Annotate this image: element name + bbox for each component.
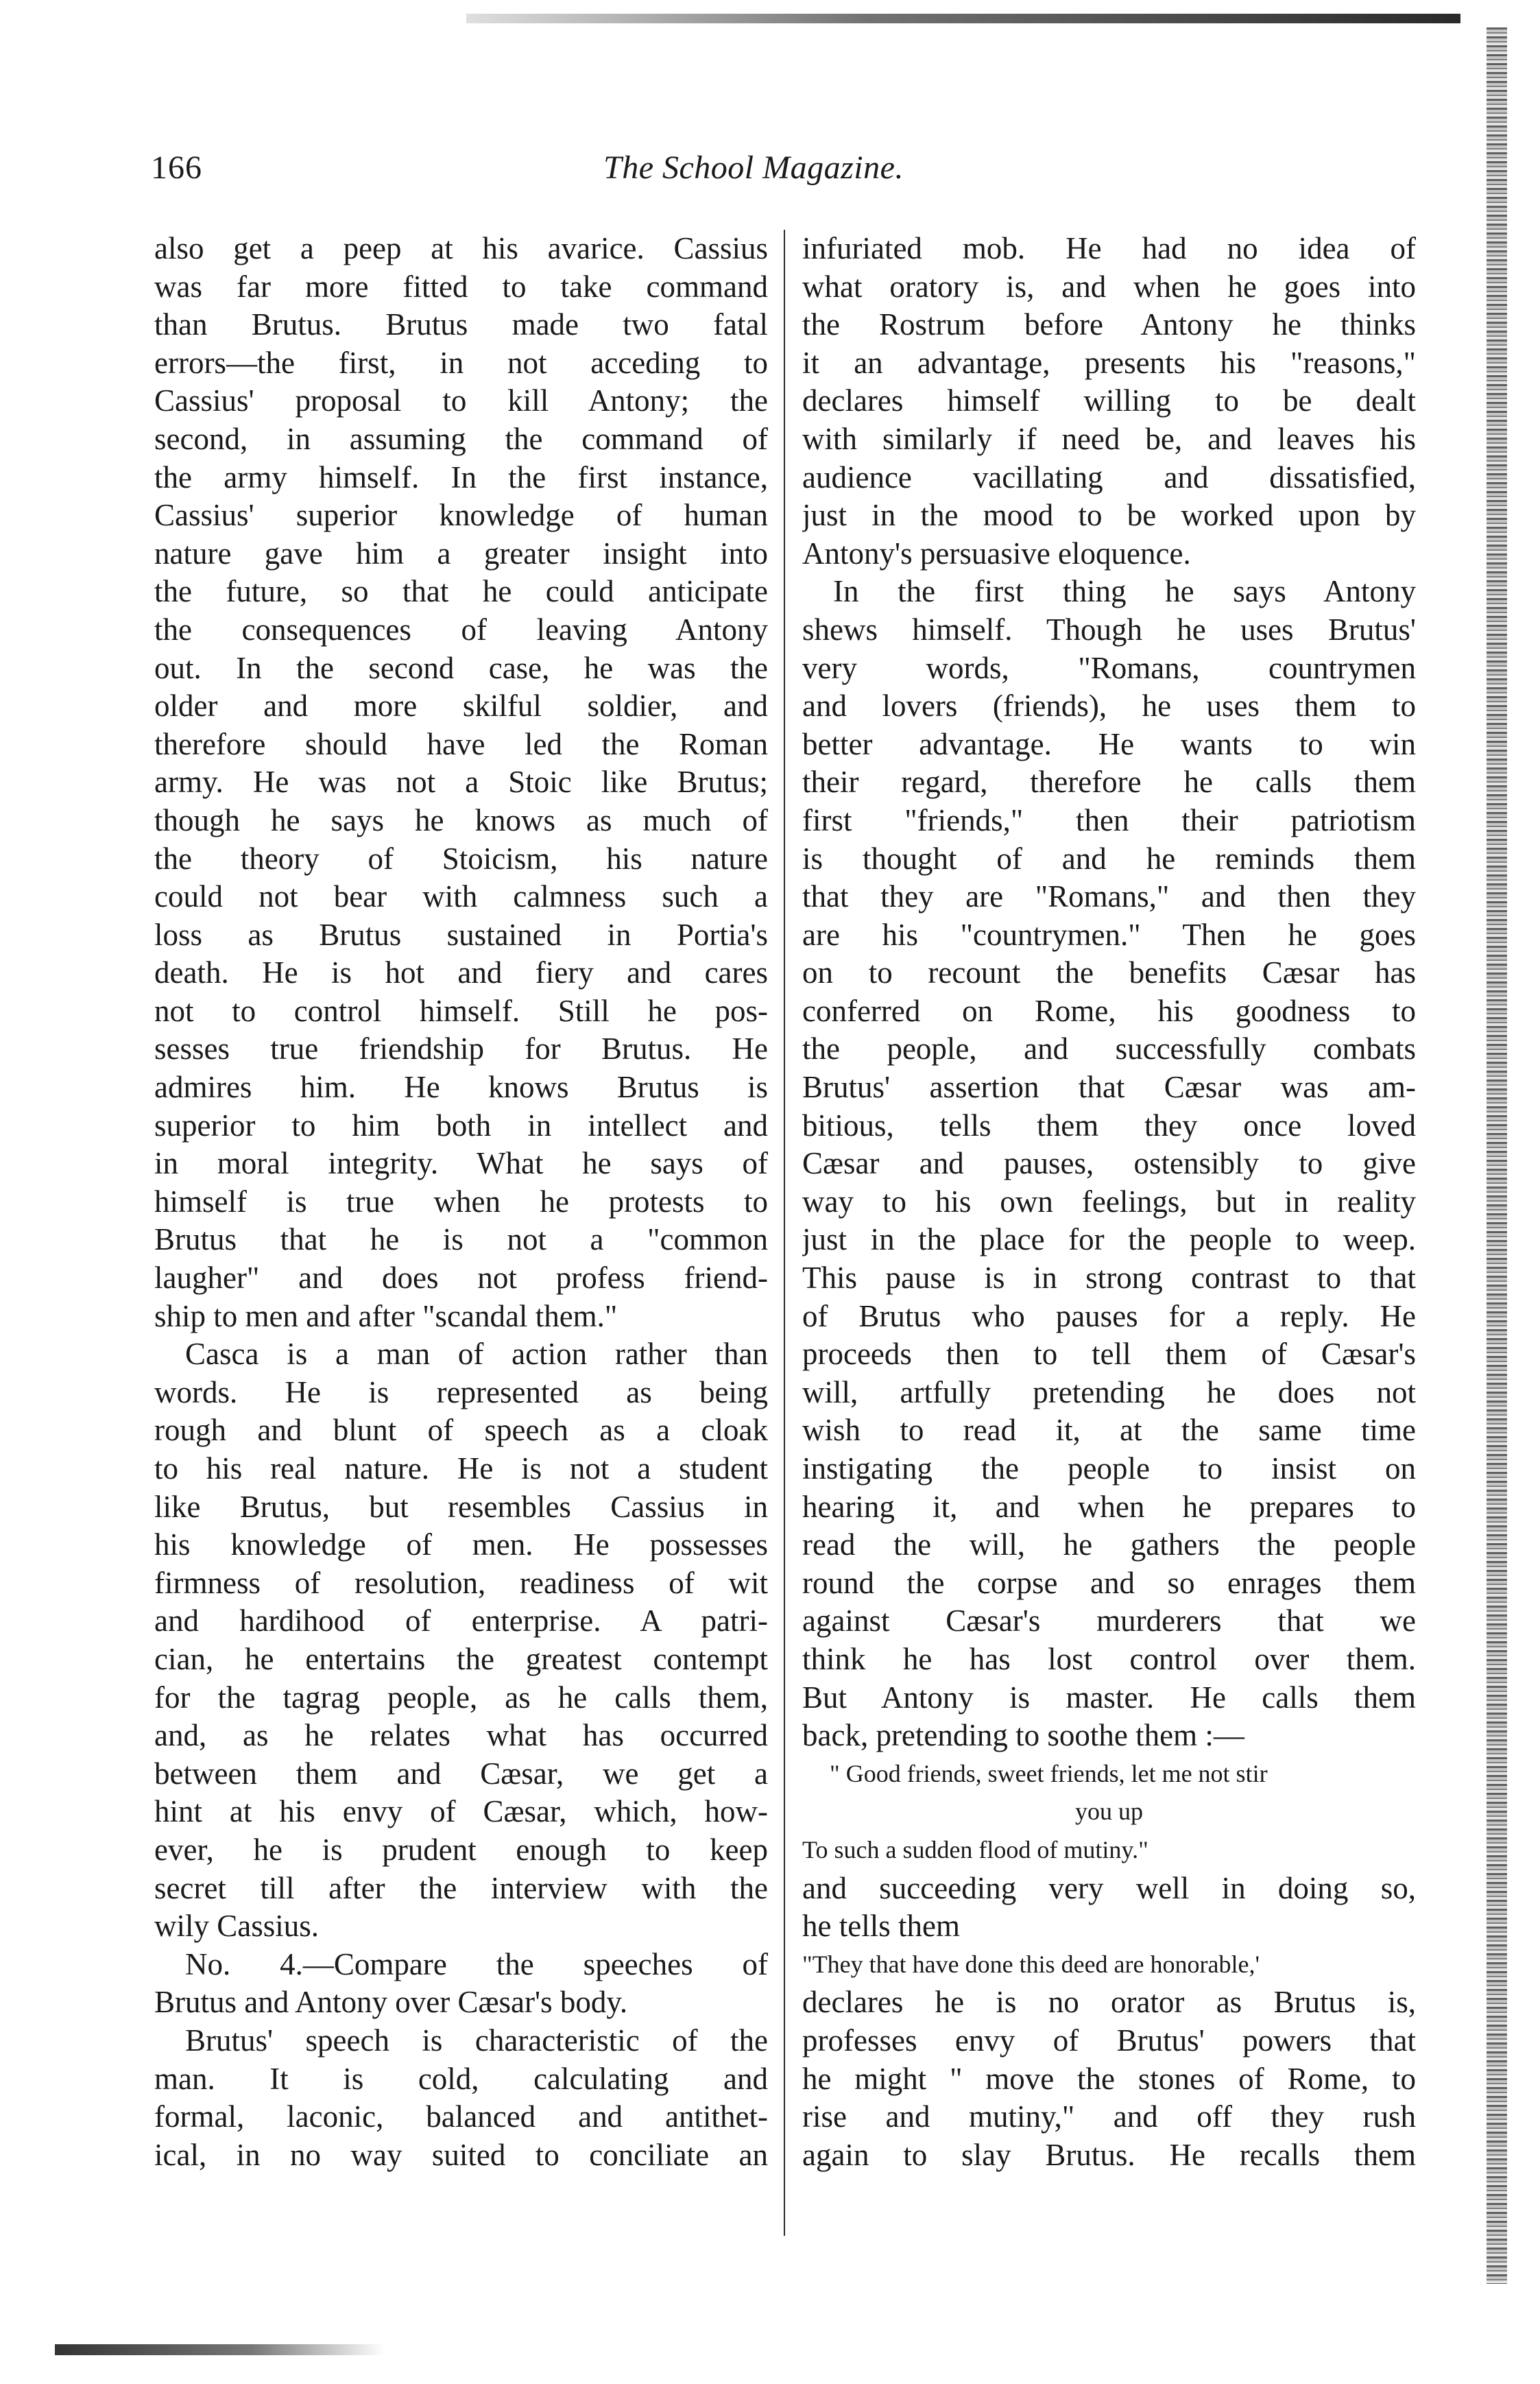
text-line: bitious, tells them they once loved [802, 1108, 1416, 1143]
text-line: nature gave him a greater insight into [154, 536, 768, 571]
text-line: way to his own feelings, but in reality [802, 1184, 1416, 1219]
text-line: not to control himself. Still he pos- [154, 993, 768, 1028]
text-line: therefore should have led the Roman [154, 726, 768, 761]
text-line: Brutus' speech is characteristic of the [185, 2023, 768, 2058]
text-line: This pause is in strong contrast to that [802, 1261, 1416, 1296]
quote-line: "They that have done this deed are honorable,' [802, 1950, 1260, 1978]
text-line: man. It is cold, calculating and [154, 2061, 768, 2096]
text-line: with similarly if need be, and leaves his [802, 421, 1416, 456]
text-line: shews himself. Though he uses Brutus' [802, 612, 1416, 647]
text-line: will, artfully pretending he does not [802, 1374, 1416, 1409]
text-line: could not bear with calmness such a [154, 879, 768, 914]
text-line: himself is true when he protests to [154, 1184, 768, 1219]
text-line: just in the place for the people to weep. [802, 1222, 1416, 1257]
text-line: infuriated mob. He had no idea of [802, 231, 1416, 265]
text-line: hint at his envy of Cæsar, which, how- [154, 1794, 768, 1829]
text-line: the Rostrum before Antony he thinks [802, 307, 1416, 342]
text-line: army. He was not a Stoic like Brutus; [154, 765, 768, 800]
text-line: are his "countrymen." Then he goes [802, 917, 1416, 952]
text-line: just in the mood to be worked upon by [802, 498, 1416, 533]
top-edge-rule [466, 14, 1460, 23]
quote-line: you up [1075, 1798, 1143, 1826]
text-line: professes envy of Brutus' powers that [802, 2023, 1416, 2058]
quote-line: " Good friends, sweet friends, let me not stir [830, 1759, 1268, 1787]
text-line: than Brutus. Brutus made two fatal [154, 307, 768, 342]
text-line: formal, laconic, balanced and antithet- [154, 2099, 768, 2134]
text-line: laugher" and does not profess friend- [154, 1261, 768, 1296]
running-title: The School Magazine. [603, 150, 904, 186]
text-line: sesses true friendship for Brutus. He [154, 1032, 768, 1066]
text-line: though he says he knows as much of [154, 802, 768, 837]
text-line: Cæsar and pauses, ostensibly to give [802, 1146, 1416, 1181]
text-line: words. He is represented as being [154, 1374, 768, 1409]
text-line: older and more skilful soldier, and [154, 689, 768, 724]
text-line: errors—the first, in not acceding to [154, 345, 768, 380]
text-line: hearing it, and when he prepares to [802, 1489, 1416, 1524]
text-line: wish to read it, at the same time [802, 1413, 1416, 1448]
text-line: proceeds then to tell them of Cæsar's [802, 1337, 1416, 1372]
text-line: think he has lost control over them. [802, 1641, 1416, 1676]
text-line: In the first thing he says Antony [833, 574, 1416, 609]
text-line: on to recount the benefits Cæsar has [802, 955, 1416, 990]
text-line: in moral integrity. What he says of [154, 1146, 768, 1181]
page-header [151, 141, 1001, 195]
text-line: ship to men and after "scandal them." [154, 1298, 618, 1333]
text-line: Brutus' assertion that Cæsar was am- [802, 1070, 1416, 1105]
page-edge-texture [1487, 27, 1507, 2284]
quote-line: To such a sudden flood of mutiny." [802, 1835, 1148, 1863]
text-line: declares himself willing to be dealt [802, 383, 1416, 418]
text-line: But Antony is master. He calls them [802, 1680, 1416, 1715]
text-line: what oratory is, and when he goes into [802, 269, 1416, 304]
text-line: audience vacillating and dissatisfied, [802, 460, 1416, 494]
text-line: wily Cassius. [154, 1909, 320, 1944]
text-line: the people, and successfully combats [802, 1032, 1416, 1066]
text-line: Brutus that he is not a "common [154, 1222, 768, 1257]
text-line: he tells them [802, 1909, 960, 1944]
text-line: declares he is no orator as Brutus is, [802, 1985, 1416, 2020]
text-line: Antony's persuasive eloquence. [802, 536, 1191, 571]
text-line: out. In the second case, he was the [154, 650, 768, 685]
text-line: and lovers (friends), he uses them to [802, 689, 1416, 724]
text-line: their regard, therefore he calls them [802, 765, 1416, 800]
text-line: back, pretending to soothe them :— [802, 1718, 1244, 1753]
text-line: that they are "Romans," and then they [802, 879, 1416, 914]
page-number: 166 [151, 150, 202, 186]
text-line: like Brutus, but resembles Cassius in [154, 1489, 768, 1524]
text-line: his knowledge of men. He possesses [154, 1527, 768, 1562]
text-line: No. 4.—Compare the speeches of [185, 1946, 768, 1981]
text-line: Cassius' proposal to kill Antony; the [154, 383, 768, 418]
text-line: read the will, he gathers the people [802, 1527, 1416, 1562]
text-line: is thought of and he reminds them [802, 841, 1416, 876]
text-line: he might " move the stones of Rome, to [802, 2061, 1416, 2096]
text-line: rise and mutiny," and off they rush [802, 2099, 1416, 2134]
bottom-edge-mark [55, 2344, 384, 2355]
text-line: Cassius' superior knowledge of human [154, 498, 768, 533]
text-line: and hardihood of enterprise. A patri- [154, 1604, 768, 1638]
text-line: first "friends," then their patriotism [802, 802, 1416, 837]
text-line: firmness of resolution, readiness of wit [154, 1565, 768, 1600]
text-line: to his real nature. He is not a student [154, 1451, 768, 1486]
text-line: Brutus and Antony over Cæsar's body. [154, 1985, 628, 2020]
text-line: and succeeding very well in doing so, [802, 1870, 1416, 1905]
text-line: death. He is hot and fiery and cares [154, 955, 768, 990]
text-line: between them and Cæsar, we get a [154, 1756, 768, 1791]
left-column [154, 230, 768, 2174]
text-line: against Cæsar's murderers that we [802, 1604, 1416, 1638]
text-line: loss as Brutus sustained in Portia's [154, 917, 768, 952]
text-line: better advantage. He wants to win [802, 726, 1416, 761]
text-line: the army himself. In the first instance, [154, 460, 768, 494]
column-divider [784, 230, 785, 2236]
text-line: it an advantage, presents his "reasons," [802, 345, 1416, 380]
text-line: ical, in no way suited to conciliate an [154, 2137, 768, 2172]
text-line: conferred on Rome, his goodness to [802, 993, 1416, 1028]
text-line: the consequences of leaving Antony [154, 612, 768, 647]
text-line: and, as he relates what has occurred [154, 1718, 768, 1753]
text-line: the theory of Stoicism, his nature [154, 841, 768, 876]
text-line: instigating the people to insist on [802, 1451, 1416, 1486]
text-line: again to slay Brutus. He recalls them [802, 2137, 1416, 2172]
text-line: rough and blunt of speech as a cloak [154, 1413, 768, 1448]
text-line: of Brutus who pauses for a reply. He [802, 1298, 1416, 1333]
text-line: for the tagrag people, as he calls them, [154, 1680, 768, 1715]
text-line: ever, he is prudent enough to keep [154, 1832, 768, 1867]
text-line: Casca is a man of action rather than [185, 1337, 768, 1372]
text-line: second, in assuming the command of [154, 421, 768, 456]
text-line: round the corpse and so enrages them [802, 1565, 1416, 1600]
text-line: also get a peep at his avarice. Cassius [154, 231, 768, 265]
text-line: the future, so that he could anticipate [154, 574, 768, 609]
right-column [802, 230, 1416, 2174]
text-line: very words, "Romans, countrymen [802, 650, 1416, 685]
text-line: was far more fitted to take command [154, 269, 768, 304]
text-line: superior to him both in intellect and [154, 1108, 768, 1143]
text-line: secret till after the interview with the [154, 1870, 768, 1905]
text-line: cian, he entertains the greatest contempt [154, 1641, 768, 1676]
text-line: admires him. He knows Brutus is [154, 1070, 768, 1105]
